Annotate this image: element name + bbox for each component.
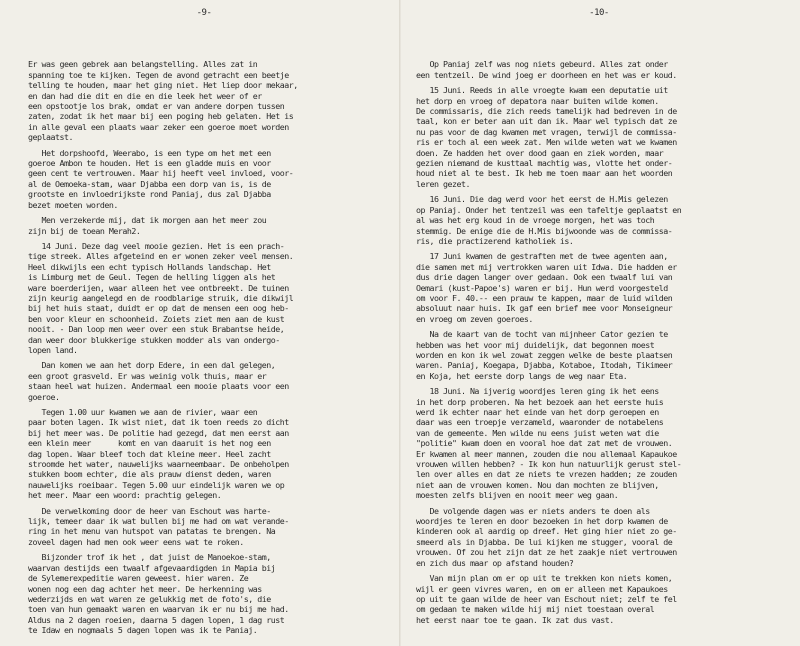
paragraph: Er was geen gebrek aan belangstelling. Alles zat in spanning toe te kijken. Tegen de avond getracht een beetje telling te houden, maar het ging niet. Het liep door mekaar, en dan had die dit en die en die leek het weer of er een opstootje los brak, omdat er van andere dorpen tussen zaten, zodat ik het maar bij een poging heb gelaten. Het is in alle geval een plaats waar zeker een goeroe moet worden geplaatst.: [28, 59, 298, 143]
paragraph: Dan komen we aan het dorp Edere, in een dal gelegen, een groot grasveld. Er was weinig volk thuis, maar er staan heel wat huizen. Andermaal een mooie plaats voor een goeroe.: [28, 360, 289, 402]
paragraph: De verwelkoming door de heer van Eschout was harte- lijk, temeer daar ik wat bullen bij me had om wat verande- ring in het menu van hutspot van patatas te brengen. Na zoveel dagen had men ook weer eens wat te roken.: [28, 505, 289, 547]
page-number-right: -10-: [589, 8, 609, 18]
paragraph: 17 Juni kwamen de gestraften met de twee agenten aan, die samen met mij vertrokken waren uit Idwa. Die hadden er dus drie dagen langer over gedaan. Ook een twaalf lui van Oemari (kust-Papoe's) waren er bij. Hun werd voorgesteld om voor F. 40.-- een prauw te kappen, maar de luid wilden absoluut naar huis. Ik gaf een brief mee voor Monseigneur en vroeg om zeven goeroes.: [416, 251, 677, 324]
paragraph: 18 Juni. Na ijverig woordjes leren ging ik het eens in het dorp proberen. Na het bezoek aan het eerste huis werd ik echter naar het einde van het dorp geroepen en daar was een troepje verzameld, waaronder de notabelens van de gemeente. Men wilde nu eens juist weten wat die "politie" kwam doen en vooral hoe dat zat met de vrouwen. Er kwamen al meer mannen, zouden die nou allemaal Kapaukoe vrouwen willen hebben? - Ik kon hun natuurlijk gerust stel- len over alles en dat ze niets te vrezen hadden; ze zouden niet aan de vrouwen komen. Nou dan mochten ze blijven, moesten zelfs blijven en nooit meer weg gaan.: [416, 386, 682, 501]
paragraph: Van mijn plan om er op uit te trekken kon niets komen, wijl er geen vivres waren, en om er alleen met Kapaukoes op uit te gaan wilde de heer van Eschout niet; zelf te fel om gedaan te maken wilde hij mij niet toestaan overal het eerst naar toe te gaan. Ik zat dus vast.: [416, 573, 677, 625]
paragraph: Op Paniaj zelf was nog niets gebeurd. Alles zat onder een tentzeil. De wind joeg er doorheen en het was er koud.: [416, 59, 677, 80]
right-page: [400, 0, 800, 646]
paragraph: 15 Juni. Reeds in alle vroegte kwam een deputatie uit het dorp en vroeg of depatora naar buiten wilde komen. De commissaris, die zich reeds tamelijk had bedreven in de taal, kon er beter aan uit dan ik. Maar wel typisch dat ze nu pas voor de dag kwamen met vragen, terwijl de commissa- ris er toch al een week zat. Men wilde weten wat we kwamen doen. Ze hadden het over dood gaan en ziek worden, maar gezien niemand de kusttaal machtig was, vlotte het onder- houd niet al te best. Ik heb me toen maar aan het woorden leren gezet.: [416, 85, 677, 189]
paragraph: Tegen 1.00 uur kwamen we aan de rivier, waar een paar boten lagen. Ik wist niet, dat ik toen reeds zo dicht bij het meer was. De politie had gezegd, dat men eerst aan een klein meer komt en van daaruit is het nog een dag lopen. Waar bleef toch dat kleine meer. Heel zacht stroomde het water, nauwelijks waarneembaar. De onbeholpen stukken boom echter, die als prauw dienst deden, waren nauwelijks roeibaar. Tegen 5.00 uur eindelijk waren we op het meer. Maar een woord: prachtig gelegen.: [28, 407, 289, 501]
paragraph: Na de kaart van de tocht van mijnheer Cator gezien te hebben was het voor mij duidelijk, dat begonnen moest worden en kon ik wel zowat zeggen welke de beste plaatsen waren. Paniaj, Koegapa, Djabba, Kotaboe, Itodah, Tikimeer en Koja, het eerste dorp langs de weg naar Eta.: [416, 329, 673, 381]
paragraph: Bijzonder trof ik het , dat juist de Manoekoe-stam, waarvan destijds een twaalf afgevaardigden in Mapia bij de Sylemerexpeditie waren geweest. hier waren. Ze wonen nog een dag achter het meer. De herkenning was wederzijds en wat waren ze gelukkig met de foto's, die toen van hun gemaakt waren en waarvan ik er nu bij me had. Aldus na 2 dagen roeien, daarna 5 dagen lopen, 1 dag rust te Idaw en nogmaals 5 dagen lopen was ik te Paniaj.: [28, 552, 289, 636]
paragraph: 16 Juni. Die dag werd voor het eerst de H.Mis gelezen op Paniaj. Onder het tentzeil was een tafeltje geplaatst en al was het erg koud in de vroege morgen, het was toch stemmig. De enige die de H.Mis bijwoonde was de commissa- ris, die practizerend katholiek is.: [416, 194, 682, 246]
paragraph: 14 Juni. Deze dag veel mooie gezien. Het is een prach- tige streek. Alles afgeteind en er wonen zeker veel mensen. Heel dikwijls een echt typisch Hollands landschap. Het is Limburg met de Geul. Tegen de helling liggen als het ware boerderijen, waar alleen het vee ontbreekt. De tuinen zijn keurig aangelegd en de roodblarige struik, die dikwijl bij het huis staat, duidt er op dat de mensen een oog heb- ben voor kleur en schoonheid. Zoiets ziet men aan de kust nooit. - Dan loop men weer over een stuk Brabantse heide, dan weer door blukkerige stukken modder als van ondergo- lopen land.: [28, 240, 294, 355]
paragraph: Men verzekerde mij, dat ik morgen aan het meer zou zijn bij de toean Merah2.: [28, 215, 267, 236]
paragraph: De volgende dagen was er niets anders te doen als woordjes te leren en door bezoeken in het dorp kwamen de kinderen ook al aardig op dreef. Het ging hier niet zo ge- smeerd als in Djabba. De lui kijken me stugger, vooral de vrouwen. Of zou het zijn dat ze het zaakje niet vertrouwen en zich dus maar op afstand houden?: [416, 505, 677, 568]
paragraph: Het dorpshoofd, Weerabo, is een type om het met een goeroe Ambon te houden. Het is een gladde muis en voor geen cent te vertrouwen. Maar hij heeft veel invloed, voor- al de Oemoeka-stam, waar Djabba een dorp van is, is de grootste en invloedrijkste rond Paniaj, dus zal Djabba bezet moeten worden.: [28, 147, 294, 210]
page-number-left: -9-: [196, 8, 212, 18]
